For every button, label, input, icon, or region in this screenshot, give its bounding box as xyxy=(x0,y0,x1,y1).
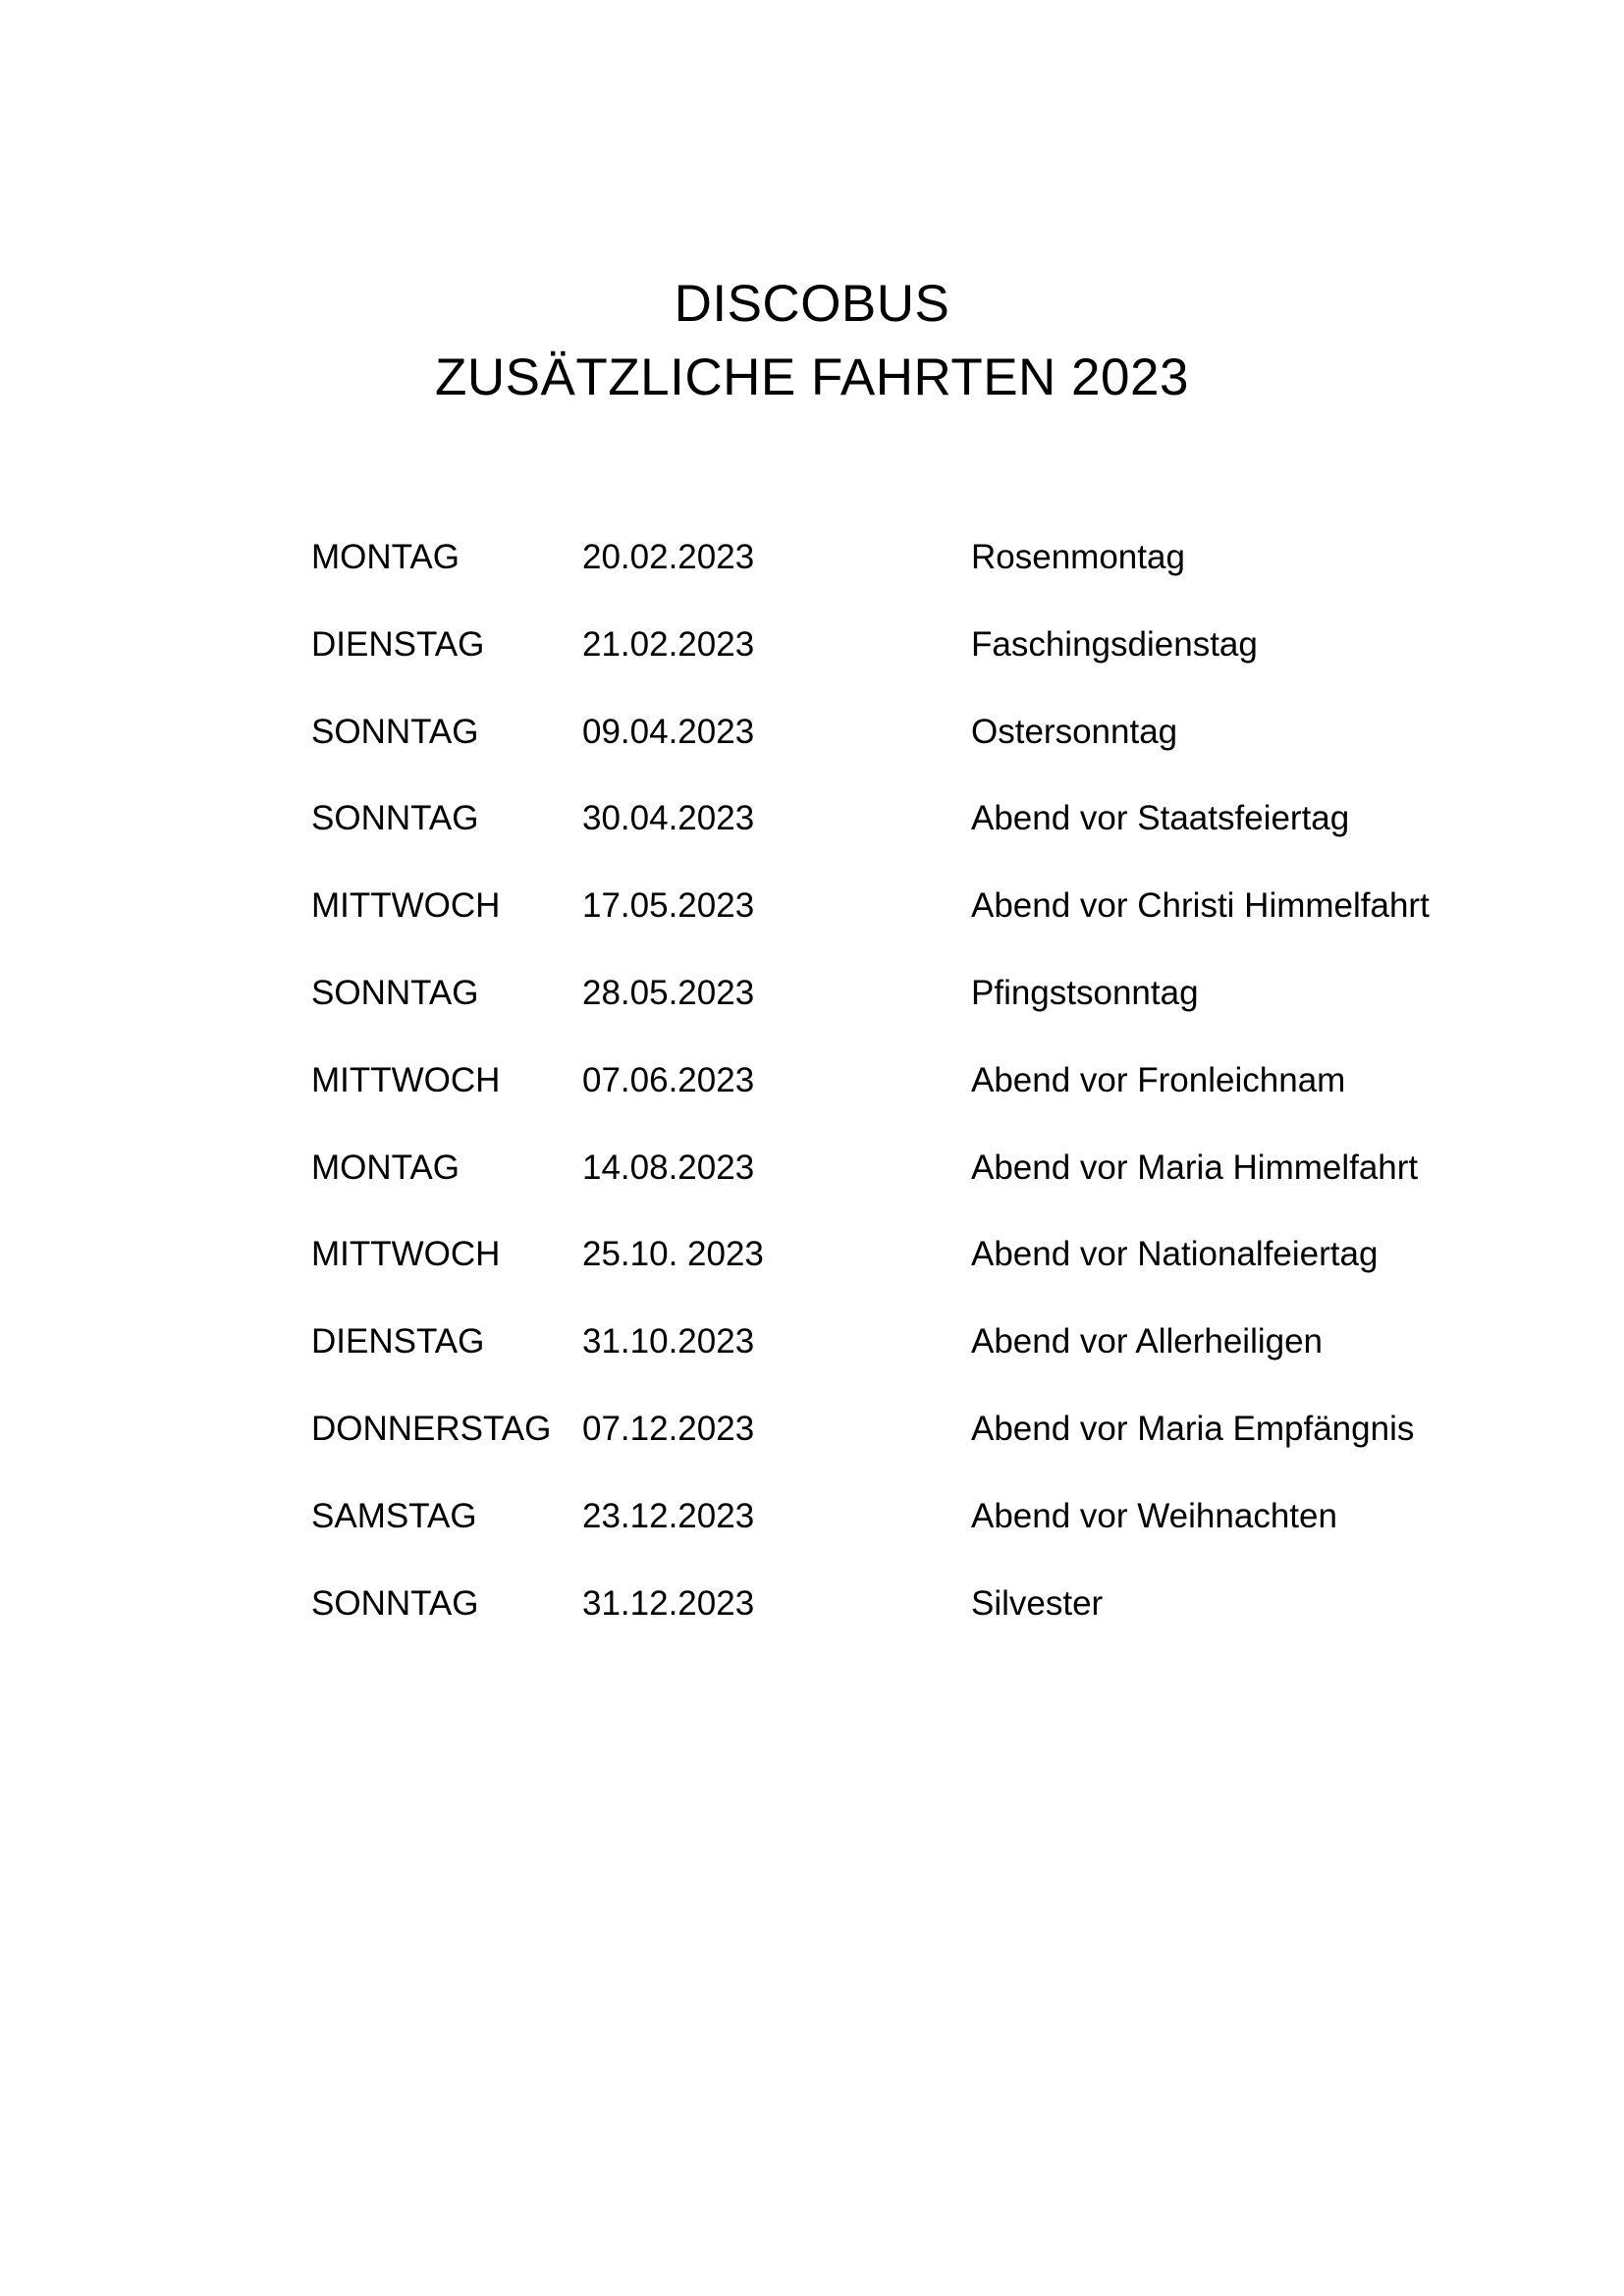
weekday-cell: MITTWOCH xyxy=(311,1060,501,1099)
weekday-cell: SONNTAG xyxy=(311,712,479,751)
date-cell: 17.05.2023 xyxy=(582,886,755,926)
weekday-cell: SAMSTAG xyxy=(311,1496,477,1535)
weekday-cell: MITTWOCH xyxy=(311,886,501,926)
occasion-cell: Abend vor Fronleichnam xyxy=(971,1060,1346,1099)
weekday-cell: SONNTAG xyxy=(311,1583,479,1623)
date-cell: 21.02.2023 xyxy=(582,624,755,664)
date-cell: 25.10. 2023 xyxy=(582,1235,764,1274)
date-cell: 23.12.2023 xyxy=(582,1496,755,1535)
occasion-cell: Faschingsdienstag xyxy=(971,624,1258,664)
date-cell: 14.08.2023 xyxy=(582,1148,755,1187)
occasion-cell: Ostersonntag xyxy=(971,712,1178,751)
occasion-cell: Rosenmontag xyxy=(971,538,1185,576)
weekday-cell: MONTAG xyxy=(311,538,460,576)
occasion-cell: Abend vor Staatsfeiertag xyxy=(971,799,1350,838)
occasion-cell: Abend vor Maria Empfängnis xyxy=(971,1409,1415,1448)
occasion-cell: Abend vor Christi Himmelfahrt xyxy=(971,886,1430,926)
title-line-2: ZUSÄTZLICHE FAHRTEN 2023 xyxy=(435,348,1189,406)
occasion-cell: Abend vor Maria Himmelfahrt xyxy=(971,1148,1419,1187)
date-cell: 28.05.2023 xyxy=(582,973,755,1012)
weekday-cell: SONNTAG xyxy=(311,973,479,1012)
weekday-cell: DIENSTAG xyxy=(311,624,485,664)
document-title xyxy=(0,267,1624,414)
weekday-cell: MITTWOCH xyxy=(311,1235,501,1274)
occasion-cell: Abend vor Nationalfeiertag xyxy=(971,1235,1379,1274)
date-cell: 31.12.2023 xyxy=(582,1583,755,1623)
date-cell: 07.12.2023 xyxy=(582,1409,755,1448)
occasion-cell: Silvester xyxy=(971,1583,1104,1623)
weekday-cell: DONNERSTAG xyxy=(311,1409,552,1448)
date-cell: 09.04.2023 xyxy=(582,712,755,751)
occasion-cell: Abend vor Allerheiligen xyxy=(971,1322,1324,1362)
title-line-1: DISCOBUS xyxy=(674,275,950,333)
occasion-cell: Pfingstsonntag xyxy=(971,973,1199,1012)
date-cell: 20.02.2023 xyxy=(582,538,755,576)
weekday-cell: MONTAG xyxy=(311,1148,460,1187)
weekday-cell: DIENSTAG xyxy=(311,1322,485,1362)
date-cell: 07.06.2023 xyxy=(582,1060,755,1099)
weekday-cell: SONNTAG xyxy=(311,799,479,838)
date-cell: 31.10.2023 xyxy=(582,1322,755,1362)
date-cell: 30.04.2023 xyxy=(582,799,755,838)
occasion-cell: Abend vor Weihnachten xyxy=(971,1496,1337,1535)
